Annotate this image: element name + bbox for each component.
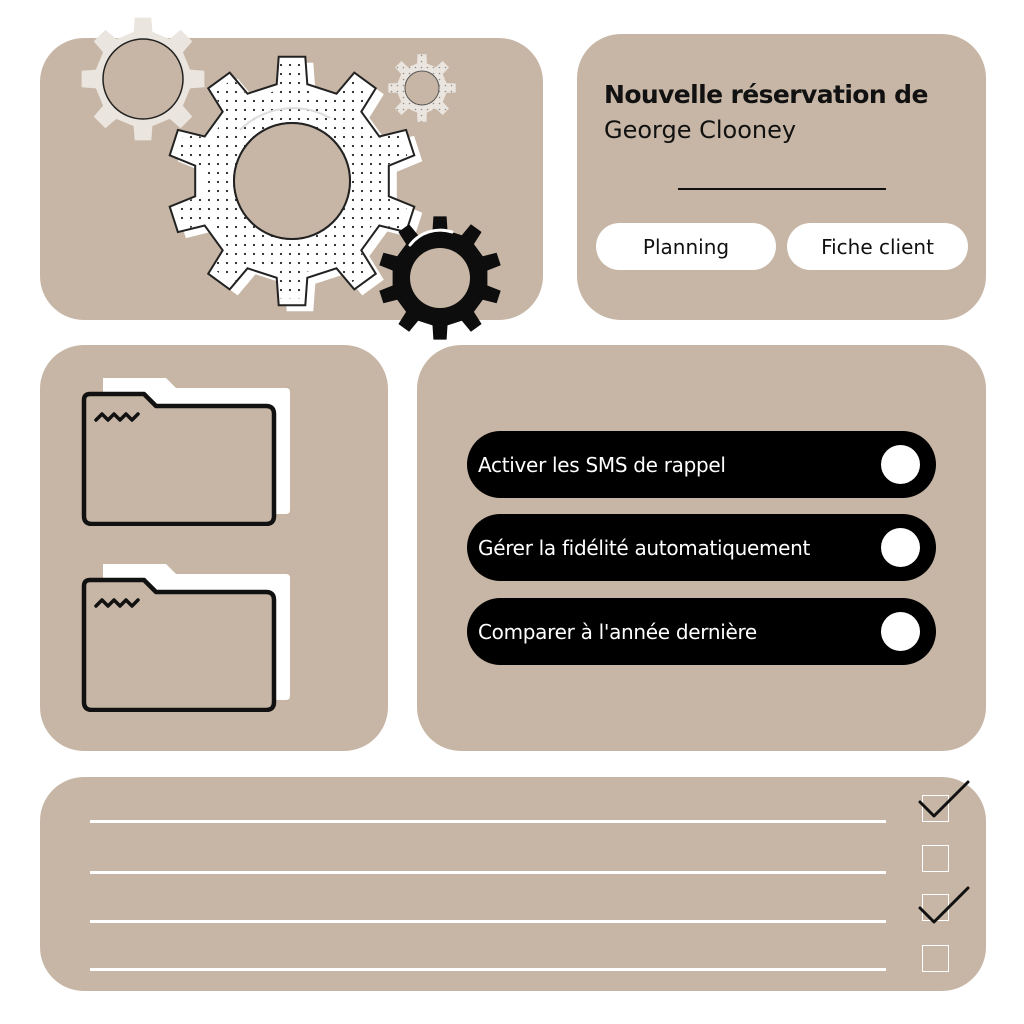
toggle-loyalty-auto[interactable] [467,514,936,581]
checkbox[interactable] [922,845,949,872]
toggle-label: Activer les SMS de rappel [478,452,726,477]
checklist-panel [40,777,986,991]
checkbox[interactable] [922,894,949,921]
list-item-line [90,920,886,923]
toggle-sms-reminders[interactable] [467,431,936,498]
list-item-line [90,820,886,823]
toggle-knob[interactable] [881,445,920,484]
checkbox[interactable] [922,795,949,822]
list-item-line [90,968,886,971]
toggle-label: Comparer à l'année dernière [478,619,757,644]
checkbox[interactable] [922,945,949,972]
client-name: George Clooney [604,116,797,144]
toggle-knob[interactable] [881,528,920,567]
gears-panel [40,38,543,320]
divider [678,188,886,190]
folder-icon[interactable] [76,562,306,712]
planning-button[interactable]: Planning [596,223,776,270]
list-item-line [90,871,886,874]
toggle-compare-last-year[interactable] [467,598,936,665]
client-file-button[interactable]: Fiche client [787,223,968,270]
folder-icon[interactable] [76,376,306,526]
toggle-knob[interactable] [881,612,920,651]
booking-title: Nouvelle réservation de [604,80,928,109]
toggle-label: Gérer la fidélité automatiquement [478,535,811,560]
booking-card [577,34,986,320]
